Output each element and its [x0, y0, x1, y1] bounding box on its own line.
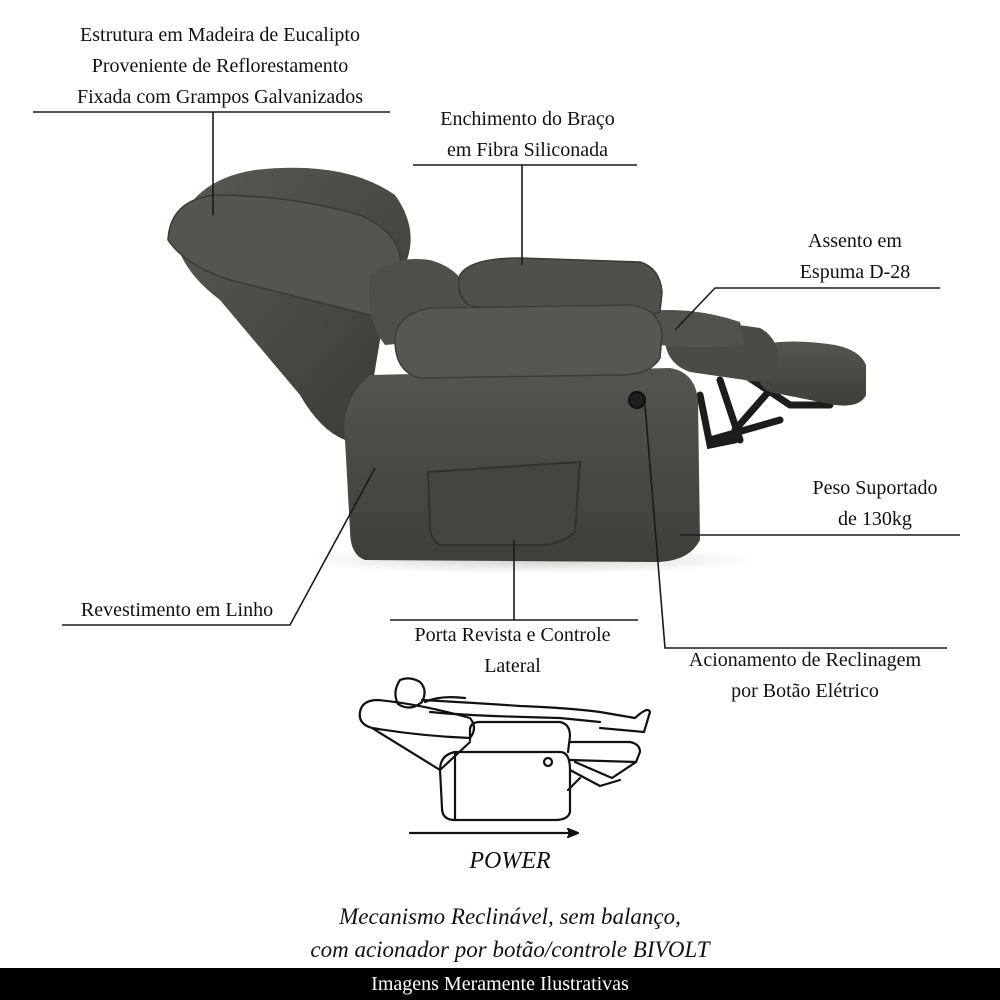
- mechanism-line-1: Mecanismo Reclinável, sem balanço,: [339, 904, 681, 929]
- line-arm-fill: [413, 165, 637, 265]
- power-button: [629, 392, 645, 408]
- power-diagram: [360, 678, 650, 837]
- callout-arm-fill-line-2: em Fibra Siliconada: [446, 139, 609, 161]
- callout-seat-line-1: Assento em: [808, 230, 902, 252]
- callout-structure: [40, 20, 400, 113]
- footer-disclaimer: Imagens Meramente Ilustrativas: [0, 968, 1000, 1000]
- callout-weight-line-2: de 130kg: [838, 508, 912, 530]
- callout-structure-line-1: Estrutura em Madeira de Eucalipto: [80, 24, 360, 46]
- callout-arm-fill: [410, 104, 645, 166]
- callout-upholstery: [62, 595, 292, 626]
- mechanism-description: [200, 900, 820, 966]
- callout-recline-line-2: por Botão Elétrico: [731, 680, 879, 702]
- callout-structure-line-3: Fixada com Grampos Galvanizados: [76, 86, 364, 108]
- callout-recline: [660, 645, 950, 707]
- power-label: POWER: [469, 848, 551, 874]
- callout-arm-fill-line-1: Enchimento do Braço: [440, 108, 615, 130]
- callout-weight-line-1: Peso Suportado: [812, 477, 938, 499]
- near-arm: [395, 305, 662, 378]
- callout-pocket-line-1: Porta Revista e Controle: [414, 624, 611, 646]
- callout-structure-line-2: Proveniente de Reflorestamento: [91, 55, 349, 77]
- callout-upholstery-line-1: Revestimento em Linho: [80, 599, 274, 621]
- callout-recline-line-1: Acionamento de Reclinagem: [688, 649, 922, 671]
- callout-pocket: [385, 620, 640, 682]
- callout-weight: [790, 473, 960, 535]
- callout-seat: [780, 226, 930, 288]
- mechanism-line-2: com acionador por botão/controle BIVOLT: [310, 937, 710, 962]
- callout-seat-line-2: Espuma D-28: [799, 261, 911, 283]
- magazine-pocket: [428, 462, 580, 545]
- callout-pocket-line-2: Lateral: [484, 655, 541, 677]
